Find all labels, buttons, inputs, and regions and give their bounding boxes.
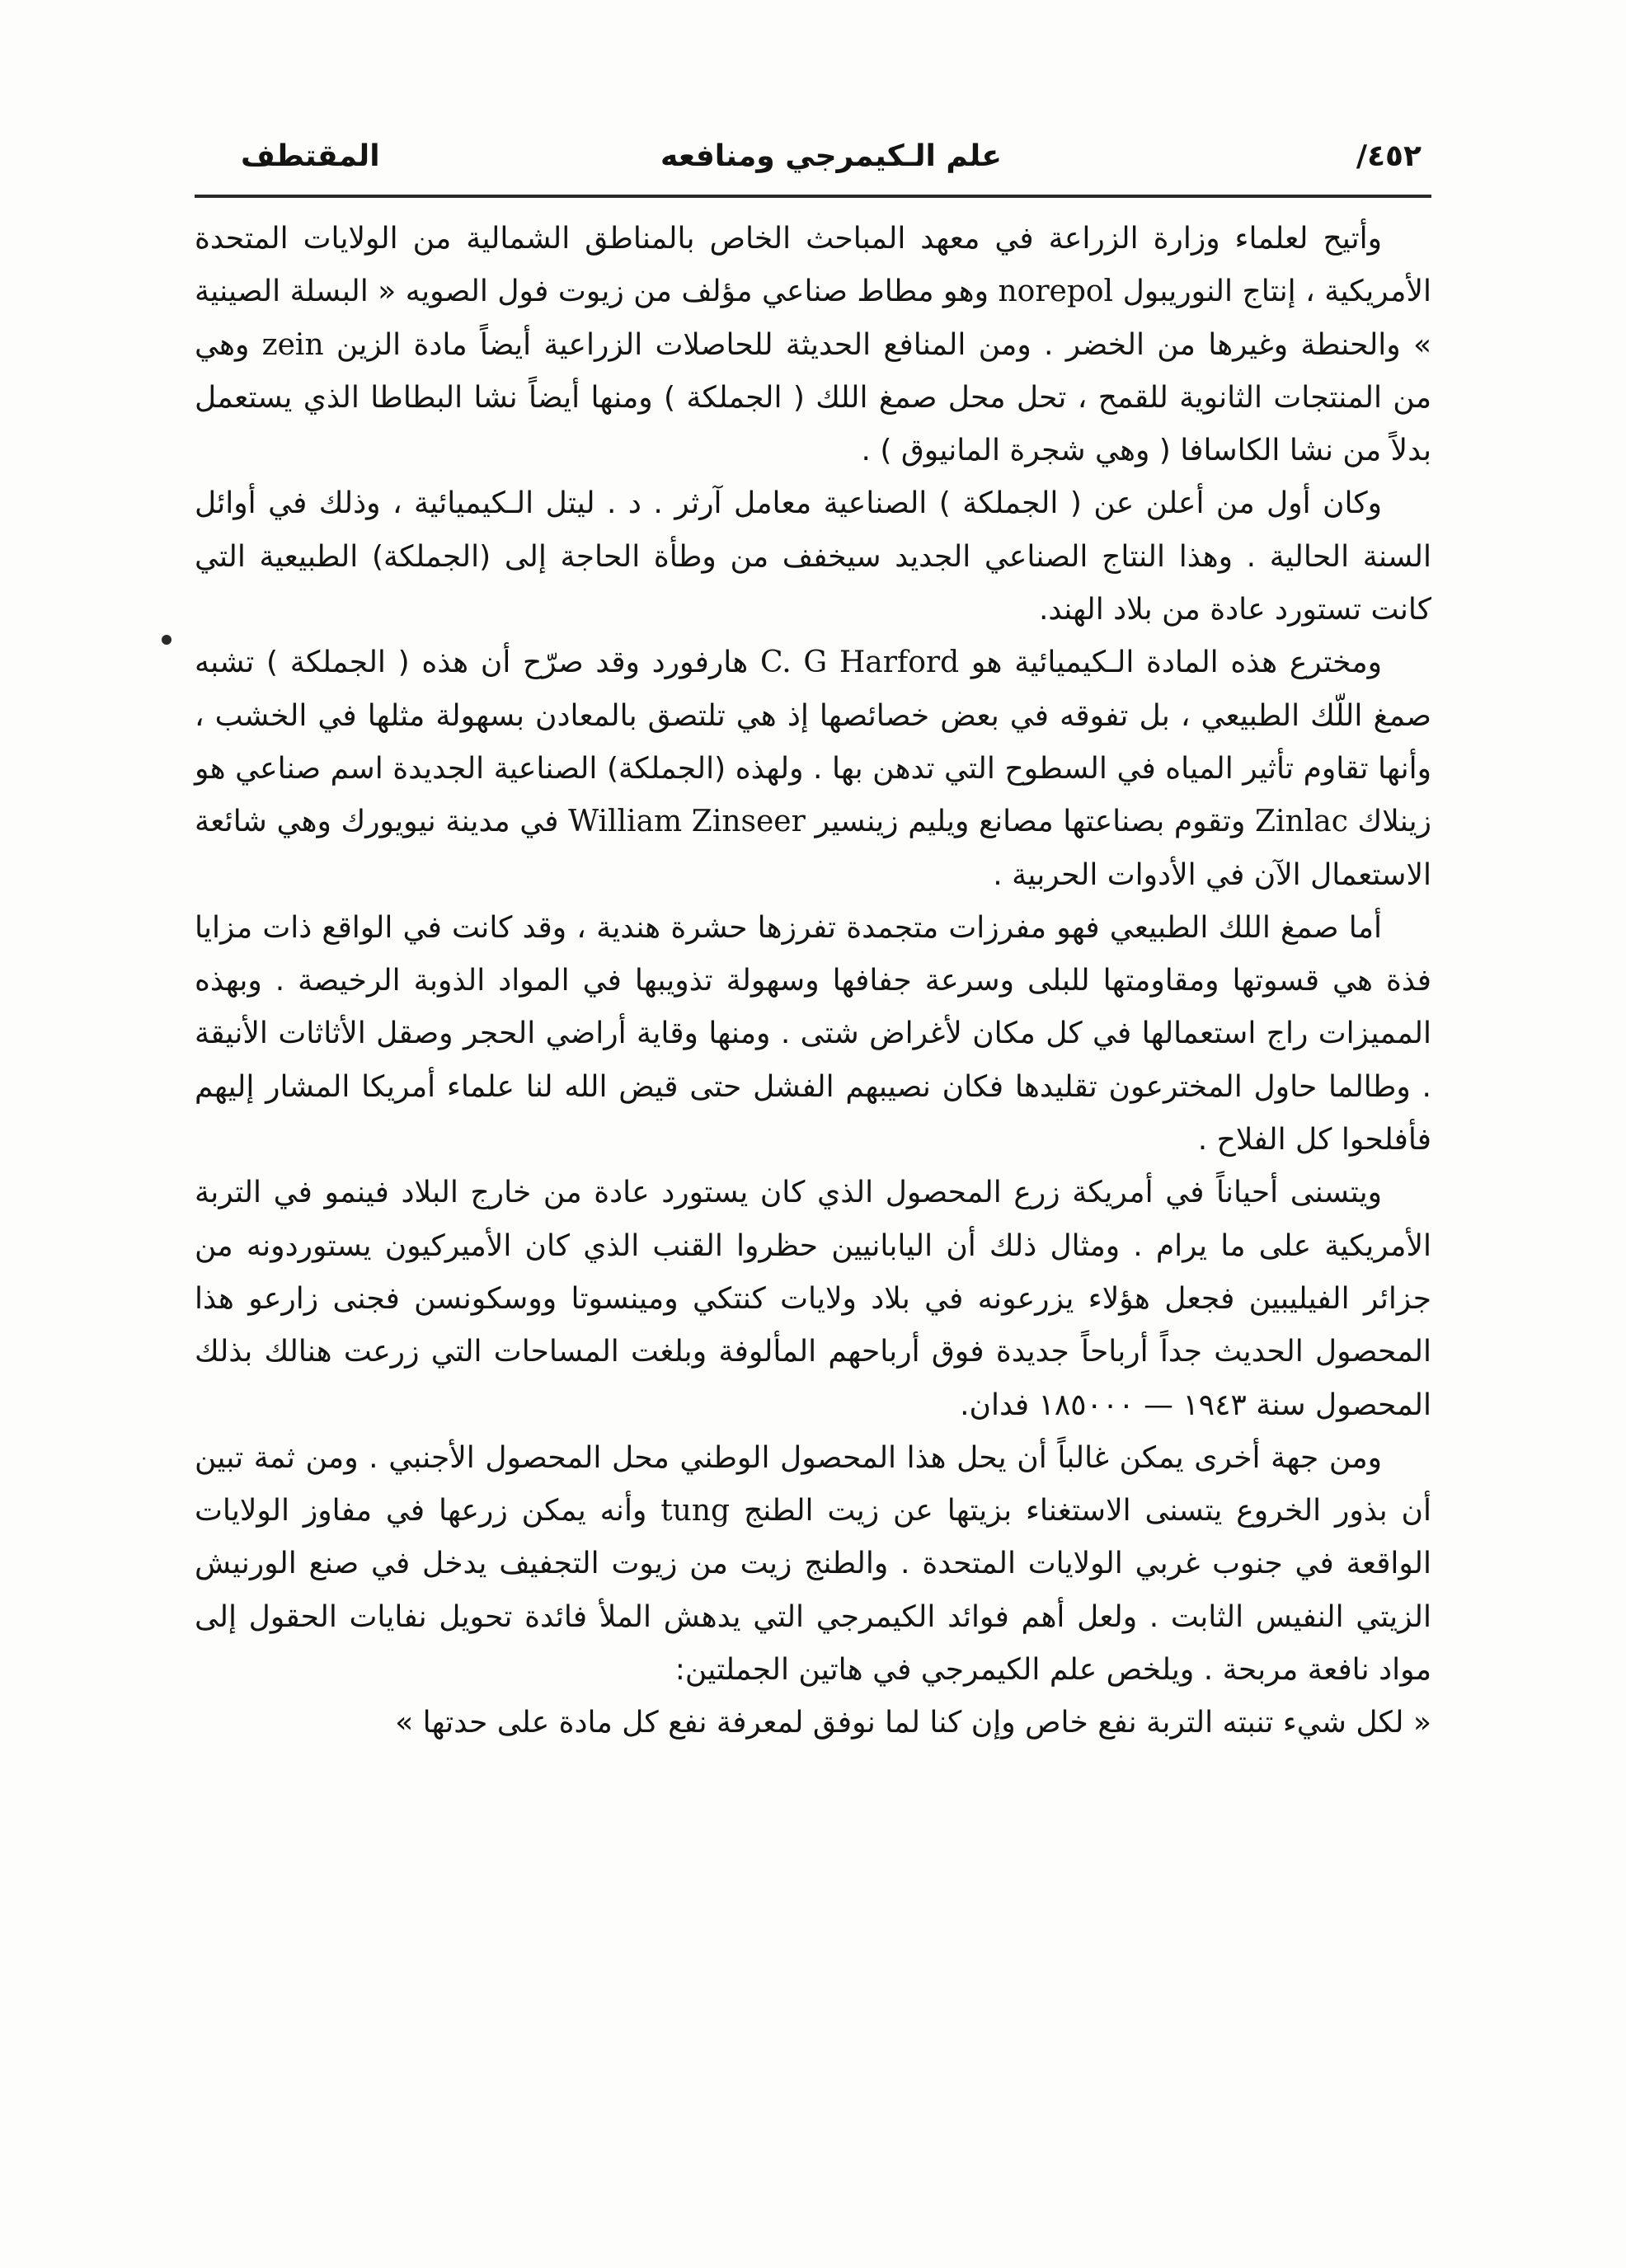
journal-name: المقتطف bbox=[241, 139, 380, 173]
paragraph-3-text-c: وتقوم بصناعتها مصانع ويليم زينسير bbox=[815, 805, 1246, 839]
margin-mark bbox=[162, 635, 172, 645]
company-name: William Zinseer bbox=[568, 805, 806, 839]
page-number: ٤٥٢/ bbox=[1356, 139, 1422, 173]
term-zein: zein bbox=[261, 327, 324, 362]
article-title: علم الـكيمرجي ومنافعه bbox=[660, 139, 1002, 173]
inventor-name: C. G Harford bbox=[759, 646, 960, 680]
running-header bbox=[241, 132, 1422, 190]
paragraph-6-text-b: وأنه يمكن زرعها في مفاوز الولايات الواقعة في جنوب غربي الولايات المتحدة . والطنج زيت من زيوت التجفيف يدخل في صنع الورنيش الزيتي النفيس الثابت . ولعل أهم فوائد الكيمرجي التي يدهش الملأ فائدة تحويل نفايات الحقول إلى مواد نافعة مربحة . ويلخص علم الكيمرجي في هاتين الجملتين: bbox=[195, 1494, 1431, 1688]
paragraph-1 bbox=[195, 213, 1431, 477]
paragraph-3 bbox=[195, 636, 1431, 901]
paragraph-1-text-b: وهو مطاط صناعي مؤلف من زيوت فول الصويه « البسلة الصينية » والحنطة وغيرها من الخضر . ومن المنافع الحديثة للحاصلات الزراعية أيضاً مادة الزين bbox=[195, 275, 1431, 362]
paragraph-3-text-a: ومخترع هذه المادة الـكيميائية هو bbox=[970, 646, 1382, 680]
paragraph-2: وكان أول من أعلن عن ( الجملكة ) الصناعية معامل آرثر . د . ليتل الـكيميائية ، وذلك في أوائل السنة الحالية . وهذا النتاج الصناعي الجديد سيخفف من وطأة الحاجة إلى (الجملكة) الطبيعية التي كانت تستورد عادة من بلاد الهند. bbox=[195, 486, 1431, 627]
term-norepol: norepol bbox=[998, 275, 1114, 309]
paragraph-6-text-a: ومن جهة أخرى يمكن غالباً أن يحل هذا المحصول الوطني محل المحصول الأجنبي . ومن ثمة تبين أن بذور الخروع يتسنى الاستغناء بزيتها عن زيت الطنج bbox=[195, 1440, 1431, 1528]
paragraph-1-text-a: وأتيح لعلماء وزارة الزراعة في معهد المباحث الخاص بالمناطق الشمالية من الولايات المتحدة الأمريكية ، إنتاج النوريبول bbox=[195, 222, 1431, 309]
paragraph-5: ويتسنى أحياناً في أمريكة زرع المحصول الذي كان يستورد عادة من خارج البلاد فينمو في التربة الأمريكية على ما يرام . ومثال ذلك أن اليابانيين حظروا القنب الذي كان الأميركيون يستوردونه من جزائر الفيليبين فجعل هؤلاء يزرعونه في بلاد ولايات كنتكي ومينسوتا ووسكونسن فجنى زارعو هذا المحصول الحديث جداً أرباحاً جديدة فوق أرباحهم المألوفة وبلغت المساحات التي زرعت هنالك بذلك المحصول سنة ١٩٤٣ — ١٨٥٠٠٠ فدان. bbox=[195, 1176, 1431, 1422]
paragraph-3-text-b: هارفورد وقد صرّح أن هذه ( الجملكة ) تشبه صمغ اللّك الطبيعي ، بل تفوقه في بعض خصائصها إذ هي تلتصق بالمعادن بسهولة مثلها في الخشب ، وأنها تقاوم تأثير المياه في السطوح التي تدهن بها . ولهذه (الجملكة) الصناعية الجديدة اسم صناعي هو زينلاك bbox=[195, 646, 1431, 839]
paragraph-6 bbox=[195, 1432, 1431, 1697]
paragraph-1-text-c: وهي من المنتجات الثانوية للقمح ، تحل محل صمغ اللك ( الجملكة ) ومنها أيضاً نشا البطاطا الذي يستعمل بدلاً من نشا الكاسافا ( وهي شجرة المانيوق ) . bbox=[195, 327, 1431, 468]
paragraph-4: أما صمغ اللك الطبيعي فهو مفرزات متجمدة تفرزها حشرة هندية ، وقد كانت في الواقع ذات مزايا فذة هي قسوتها ومقاومتها للبلى وسرعة جفافها وسهولة تذويبها في المواد الذوبة الرخيصة . وبهذه المميزات راج استعمالها في كل مكان لأغراض شتى . ومنها وقاية أراضي الحجر وصقل الأثاثات الأنيقة . وطالما حاول المخترعون تقليدها فكان نصيبهم الفشل حتى قيض الله لنا علماء أمريكا المشار إليهم فأفلحوا كل الفلاح . bbox=[195, 910, 1431, 1157]
paragraph-3-text-d: في مدينة نيويورك وهي شائعة الاستعمال الآن في الأدوات الحربية . bbox=[195, 805, 1431, 892]
article-body bbox=[195, 213, 1431, 1750]
header-rule bbox=[195, 195, 1431, 198]
trade-name: Zinlac bbox=[1255, 805, 1348, 839]
closing-quote: « لكل شيء تنبته التربة نفع خاص وإن كنا لما نوفق لمعرفة نفع كل مادة على حدتها » bbox=[395, 1706, 1431, 1740]
term-tung: tung bbox=[660, 1494, 731, 1528]
